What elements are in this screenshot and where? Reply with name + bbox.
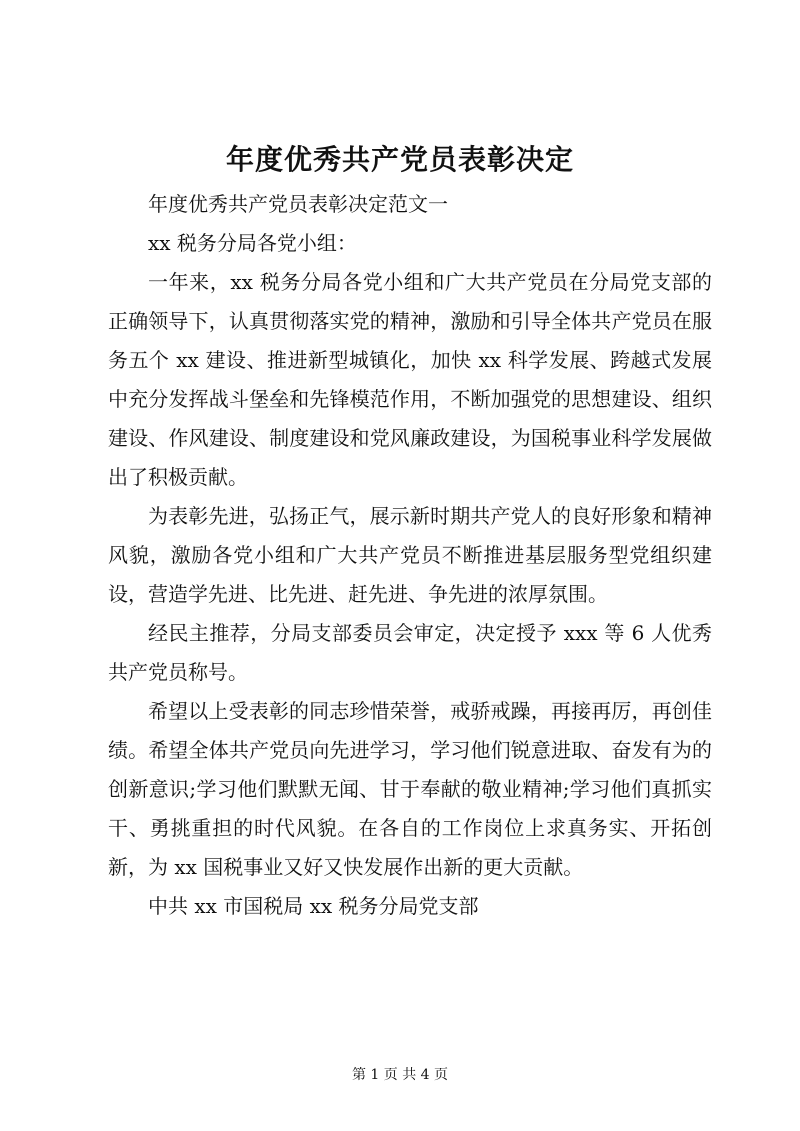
- paragraph-hope: 希望以上受表彰的同志珍惜荣誉，戒骄戒躁，再接再厉，再创佳绩。希望全体共产党员向先进学习，学习他们锐意进取、奋发有为的创新意识;学习他们默默无闻、甘于奉献的敬业精神;学习他们真抓实干、勇挑重担的时代风貌。在各自的工作岗位上求真务实、开拓创新，为 xx 国税事业又好又快发展作出新的更大贡献。: [108, 699, 712, 879]
- paragraph-signature: 中共 xx 市国税局 xx 税务分局党支部: [148, 894, 479, 918]
- page-number: 第 1 页 共 4 页: [351, 1067, 449, 1083]
- document-body: [108, 185, 712, 926]
- paragraph-decision: 经民主推荐，分局支部委员会审定，决定授予 xxx 等 6 人优秀共产党员称号。: [108, 621, 712, 684]
- paragraph-salutation: xx 税务分局各党小组：: [148, 231, 357, 255]
- paragraph-subtitle: 年度优秀共产党员表彰决定范文一: [148, 192, 448, 216]
- paragraph-purpose: 为表彰先进，弘扬正气，展示新时期共产党人的良好形象和精神风貌，激励各党小组和广大共产党员不断推进基层服务型党组织建设，营造学先进、比先进、赶先进、争先进的浓厚氛围。: [108, 504, 712, 606]
- document-title: 年度优秀共产党员表彰决定: [225, 143, 574, 176]
- paragraph-summary: 一年来，xx 税务分局各党小组和广大共产党员在分局党支部的正确领导下，认真贯彻落实党的精神，激励和引导全体共产党员在服务五个 xx 建设、推进新型城镇化，加快 xx 科学发展、跨越式发展中充分发挥战斗堡垒和先锋模范作用，不断加强党的思想建设、组织建设、作风建设、制度建设和党风廉政建设，为国税事业科学发展做出了积极贡献。: [108, 270, 712, 489]
